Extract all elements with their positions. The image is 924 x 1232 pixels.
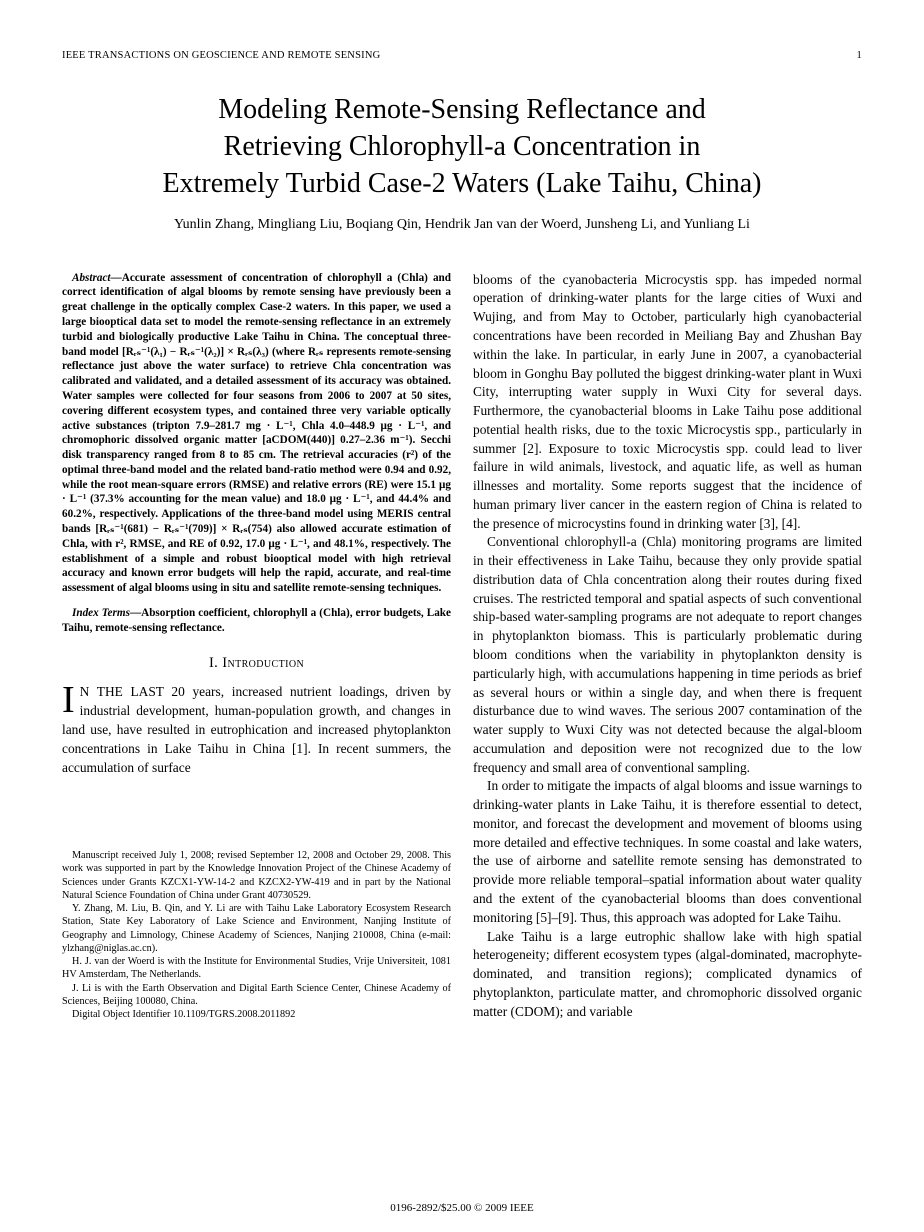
page-number: 1 (856, 50, 862, 61)
footnote-manuscript-history: Manuscript received July 1, 2008; revised September 12, 2008 and October 29, 2008. This work was supported in part by the Knowledge Innovation Project of the Chinese Academy of Sciences under Grants KZCX1-YW-14-2 and KZCX2-YW-419 and in part by the National Natural Science Foundation of China under Grant 40730529. (62, 850, 451, 901)
footnote-affiliation-woerd: H. J. van der Woerd is with the Institute for Environmental Studies, Vrije Universiteit, 1081 HV Amsterdam, The Netherlands. (62, 956, 451, 981)
abstract-label: Abstract (72, 271, 111, 284)
footnote-doi: Digital Object Identifier 10.1109/TGRS.2008.2011892 (72, 1009, 296, 1021)
body-paragraph: Lake Taihu is a large eutrophic shallow lake with high spatial heterogeneity; different ecosystem types (algal-dominated, macrophyte-dominated, and transition regions); complicated dynamics of phytoplankton, particulate matter, and chromophoric dissolved organic matter (CDOM); and variable (473, 928, 862, 1019)
intro-paragraph (62, 679, 451, 777)
title-line-1: Modeling Remote-Sensing Reflectance and (218, 94, 706, 125)
intro-paragraph-text: N THE LAST 20 years, increased nutrient loadings, driven by industrial development, human-population growth, and changes in land use, have resulted in eutrophication and increased phytoplankton concentrations in Lake Taihu in China [1]. In recent summers, the accumulation of surface (62, 684, 451, 775)
page-footer (0, 1198, 924, 1214)
title-line-2: Retrieving Chlorophyll-a Concentration in (223, 131, 701, 163)
abstract (62, 271, 451, 596)
body-paragraph: blooms of the cyanobacteria Microcystis spp. has impeded normal operation of drinking-water plants for the large cities of Wuxi and Wujing, and from May to October, particularly high cyanobacterial concentrations have been recorded in Meiliang Bay and Zhushan Bay within the lake. In particular, in early June in 2007, a cyanobacterial bloom in Gonghu Bay polluted the biggest drinking-water plant in Wuxi City, interrupting water supply in Wuxi City for several days. Furthermore, the cyanobacterial blooms in Lake Taihu pose additional potential health risks, due to the toxic Microcystis spp., particularly in summer [2]. Exposure to toxic Microcystis spp. could lead to liver failure in wild animals, livestock, and aquatic life, as well as human illnesses and mortality. Some reports suggest that the incidence of human primary liver cancer in the eastern region of China is related to the presence of microcystins found in drinking water [3], [4]. (473, 271, 862, 531)
footnote-affiliation-zhang: Y. Zhang, M. Liu, B. Qin, and Y. Li are with Taihu Lake Laboratory Ecosystem Research Station, State Key Laboratory of Lake Science and Environment, Nanjing Institute of Geography and Limnology, Chinese Academy of Sciences, Nanjing 210008, China (e-mail: ylzhang@niglas.ac.cn). (62, 903, 451, 954)
running-head (62, 50, 862, 61)
footnotes (62, 829, 451, 1021)
body-paragraph: In order to mitigate the impacts of algal blooms and issue warnings to drinking-water plants in Lake Taihu, it is therefore essential to detect, monitor, and forecast the development and movement of blooms using more detailed and effective techniques. In some coastal and lake waters, the use of airborne and satellite remote sensing has demonstrated to provide more reliable temporal–spatial information about water quality and the extent of the cyanobacterial blooms than does conventional monitoring [5]–[9]. Thus, this approach was adopted for Lake Taihu. (473, 778, 862, 925)
index-terms-text: —Absorption coefficient, chlorophyll a (Chla), error budgets, Lake Taihu, remote-sensing reflectance. (62, 606, 451, 634)
right-column (473, 271, 862, 1022)
footnote-affiliation-li: J. Li is with the Earth Observation and Digital Earth Science Center, Chinese Academy of Sciences, Beijing 100080, China. (62, 982, 451, 1007)
index-terms-label: Index Terms (72, 606, 130, 619)
two-column-body (62, 271, 862, 1022)
body-paragraph: Conventional chlorophyll-a (Chla) monitoring programs are limited in their effectiveness in Lake Taihu, because they only provide spatial distribution data of Chla concentration along their routes during fixed cruises. The restricted temporal and spatial aspects of such conventional ship-based water-sampling programs are not adequate to report changes in phytoplankton biomass. This is particularly problematic during bloom conditions when the variability in phytoplankton density is particularly high, with accumulations happening in time periods as brief as several hours or within a single day, and when there is frequent disturbance due to wind waves. The serious 2007 contamination of the water supply to Wuxi City was not detected because the algal-bloom accumulation and deposition were not recognized due to the low frequency and small area of conventional sampling. (473, 534, 862, 775)
copyright-text: 0196-2892/$25.00 © 2009 IEEE (390, 1202, 534, 1214)
drop-cap: I (62, 679, 75, 722)
journal-name: IEEE TRANSACTIONS ON GEOSCIENCE AND REMOTE SENSING (62, 50, 381, 61)
left-column (62, 271, 451, 1022)
author-list: Yunlin Zhang, Mingliang Liu, Boqiang Qin, Hendrik Jan van der Woerd, Junsheng Li, and Yunliang Li (174, 216, 750, 232)
paper-title (62, 91, 862, 203)
index-terms (62, 606, 451, 636)
section-heading-introduction: I. Introduction (208, 655, 305, 672)
abstract-text: —Accurate assessment of concentration of chlorophyll a (Chla) and correct identification of algal blooms by remote sensing have previously been a great challenge in the optically complex Case-2 waters. In this paper, we used a large biooptical data set to model the remote-sensing reflectance in an extremely turbid and biologically productive Lake Taihu in China. The conceptual three-band model [Rᵣₛ⁻¹(λ₁) − Rᵣₛ⁻¹(λ₂)] × Rᵣₛ(λ₃) (where Rᵣₛ represents remote-sensing reflectance just above the water surface) to retrieve Chla concentration was calibrated and validated, and a detailed assessment of its accuracy was obtained. Water samples were collected for four seasons from 2006 to 2007 at 50 sites, covering different ecosystem types, and contained three very variable optically active substances (tripton 7.9–281.7 mg · L⁻¹, Chla 4.0–448.9 μg · L⁻¹, and chromophoric dissolved organic matter [aCDOM(440)] 0.27–2.36 m⁻¹). Secchi disk transparency ranged from 8 to 85 cm. The retrieval accuracies (r²) of the optimal three-band model and the related band-ratio method were 0.94 and 0.92, while the root mean-square errors (RMSE) and relative errors (RE) were 15.1 μg · L⁻¹ (37.3% accounting for the mean value) and 18.0 μg · L⁻¹, and 44.4% and 60.2%, respectively. Applications of the three-band model using MERIS central bands [Rᵣₛ⁻¹(681) − Rᵣₛ⁻¹(709)] × Rᵣₛ(754) also allowed accurate estimation of Chla, with r², RMSE, and RE of 0.92, 17.0 μg · L⁻¹, and 48.1%, respectively. The establishment of a simple and robust biooptical model with high retrieval accuracy and known error budgets will help the rapid, accurate, and real-time assessment of algal blooms using in situ and satellite remote-sensing techniques. (62, 271, 451, 595)
title-line-3: Extremely Turbid Case-2 Waters (Lake Taihu, China) (162, 168, 762, 200)
